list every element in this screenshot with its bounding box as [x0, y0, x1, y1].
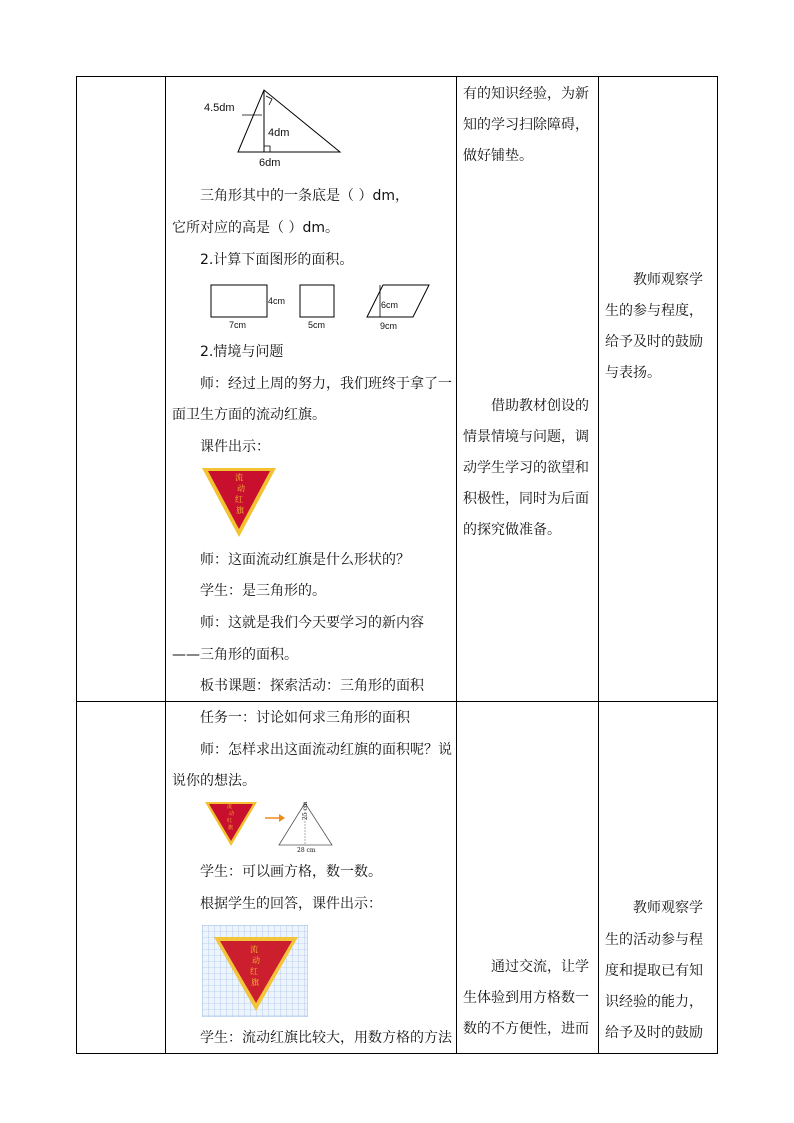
grid-flag-text: [249, 944, 267, 994]
table-divider-2: [456, 76, 457, 1054]
teacher-line-3b: ——三角形的面积。: [172, 647, 298, 663]
teacher-line-1a: 师：经过上周的努力，我们班终于拿了一: [200, 376, 452, 392]
intent-text-2-line-1: 借助教材创设的: [491, 398, 589, 414]
triangle-height-label: 4dm: [268, 127, 290, 139]
flag-char-3: 红: [235, 495, 243, 504]
grid-flag-char-2: 动: [252, 956, 260, 965]
intent-text-1-line-2: 知的学习扫除障碍，: [463, 117, 589, 133]
eval-2-line-3: 度和提取已有知: [605, 963, 703, 979]
flag-char-1: 流: [235, 473, 243, 482]
eval-1-line-1: 教师观察学: [633, 272, 703, 288]
question-height-line: 它所对应的高是（ ）dm。: [172, 220, 339, 236]
intent-3-line-3: 数的不方便性，进而: [463, 1021, 589, 1037]
table-divider-3: [598, 76, 599, 1054]
eval-1-line-3: 给予及时的鼓励: [605, 334, 703, 350]
intent-text-2-line-3: 动学生学习的欲望和: [463, 460, 589, 476]
small-flag-char-1: 流: [227, 804, 233, 810]
intent-3-line-1: 通过交流，让学: [491, 959, 589, 975]
heading-situation: 2.情境与问题: [200, 344, 284, 360]
triangle-side-label: 4.5dm: [204, 102, 235, 114]
small-flag-char-2: 动: [229, 811, 235, 817]
eval-2-line-5: 给予及时的鼓励: [605, 1025, 703, 1041]
teacher-line-2: 师：这面流动红旗是什么形状的？: [200, 552, 410, 568]
courseware-show-line: 根据学生的回答，课件出示：: [200, 896, 382, 912]
question-base-line: 三角形其中的一条底是（ ）dm，: [200, 188, 409, 204]
rect-side-label: 4cm: [268, 296, 286, 306]
teacher-line-1b: 面卫生方面的流动红旗。: [172, 407, 326, 423]
table-divider-1: [165, 76, 166, 1054]
grid-flag-char-1: 流: [250, 945, 258, 954]
student-answer-grid: 学生：可以画方格，数一数。: [200, 864, 382, 880]
small-flag-char-3: 红: [227, 818, 233, 824]
courseware-label: 课件出示：: [200, 439, 270, 455]
grid-flag-char-4: 旗: [251, 978, 259, 987]
triangle-base-dim: 28 cm: [297, 847, 316, 854]
grid-flag-char-3: 红: [250, 967, 258, 976]
intent-text-2-line-4: 积极性，同时为后面: [463, 491, 589, 507]
intent-text-2-line-2: 情景情境与问题，调: [463, 429, 589, 445]
eval-2-line-1: 教师观察学: [633, 900, 703, 916]
rect-bottom-label: 7cm: [229, 320, 247, 330]
small-flag-char-4: 旗: [228, 825, 234, 831]
parallelogram-height-label: 6cm: [381, 300, 399, 310]
table-border-top: [76, 76, 718, 77]
flag-char-2: 动: [237, 484, 245, 493]
intent-text-1-line-3: 做好铺垫。: [463, 148, 533, 164]
intent-text-1-line-1: 有的知识经验，为新: [463, 86, 589, 102]
table-border-bottom: [76, 1053, 718, 1054]
intent-3-line-2: 生体验到用方格数一: [463, 990, 589, 1006]
triangle-height-dim: 25 cm: [302, 801, 309, 820]
eval-2-line-2: 生的活动参与程: [605, 932, 703, 948]
triangle-base-label: 6dm: [259, 157, 281, 169]
flag-text: [226, 473, 254, 523]
flag-char-4: 旗: [236, 506, 244, 515]
task-1-heading: 任务一：讨论如何求三角形的面积: [200, 710, 410, 726]
question-2-title: 2.计算下面图形的面积。: [200, 252, 354, 268]
intent-text-2-line-5: 的探究做准备。: [463, 522, 561, 538]
table-border-right: [717, 76, 718, 1054]
parallelogram-bottom-label: 9cm: [380, 321, 398, 331]
teacher-question-line-b: 说你的想法。: [172, 773, 256, 789]
eval-1-line-2: 生的参与程度，: [605, 303, 703, 319]
small-flag-text: [224, 804, 238, 838]
teacher-question-line-a: 师：怎样求出这面流动红旗的面积呢？说: [200, 742, 452, 758]
table-row-divider: [76, 701, 718, 702]
student-answer-large: 学生：流动红旗比较大，用数方格的方法: [200, 1030, 452, 1046]
table-border-left: [76, 76, 77, 1054]
eval-2-line-4: 识经验的能力，: [605, 994, 703, 1010]
board-title: 板书课题：探索活动：三角形的面积: [200, 678, 424, 694]
square-bottom-label: 5cm: [308, 320, 326, 330]
student-line-1: 学生：是三角形的。: [200, 583, 326, 599]
teacher-line-3a: 师：这就是我们今天要学习的新内容: [200, 615, 424, 631]
eval-1-line-4: 与表扬。: [605, 365, 661, 381]
